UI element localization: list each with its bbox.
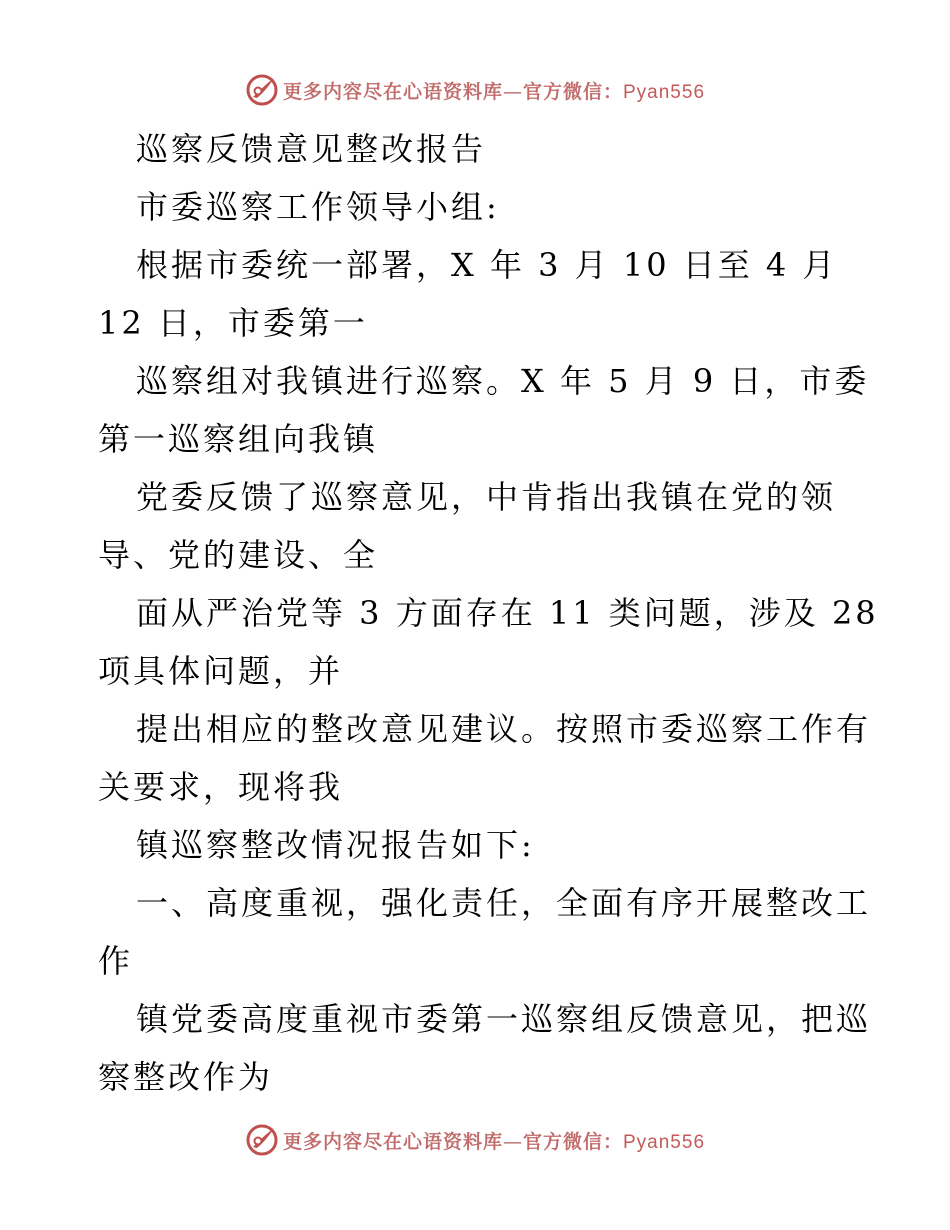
document-line: 面从严治党等 3 方面存在 11 类问题，涉及 28 [136, 594, 879, 632]
document-line: 项具体问题，并 [98, 652, 344, 690]
footer-banner-main: 更多内容尽在心语资料库 [282, 1130, 503, 1153]
footer-banner-wechat-id: Pyan556 [623, 1131, 706, 1153]
document-line: 镇党委高度重视市委第一巡察组反馈意见，把巡 [136, 1000, 872, 1038]
document-line: 作 [98, 942, 134, 980]
footer-banner-wechat-label: 官方微信： [522, 1130, 623, 1153]
header-banner-text [283, 77, 705, 104]
document-line: 党委反馈了巡察意见，中肯指出我镇在党的领 [136, 478, 837, 516]
quill-logo-icon [245, 1123, 279, 1157]
footer-banner-separator: — [502, 1130, 523, 1153]
document-line: 巡察组对我镇进行巡察。X 年 5 月 9 日，市委 [136, 362, 870, 400]
document-line: 根据市委统一部署，X 年 3 月 10 日至 4 月 [136, 246, 838, 284]
document-line: 提出相应的整改意见建议。按照市委巡察工作有 [136, 710, 872, 748]
document-body [98, 120, 879, 1106]
header-banner [0, 70, 950, 110]
document-line: 市委巡察工作领导小组: [136, 188, 500, 226]
header-banner-wechat-id: Pyan556 [623, 81, 706, 103]
document-line: 第一巡察组向我镇 [98, 420, 379, 458]
header-banner-wechat-label: 官方微信： [522, 80, 623, 103]
header-banner-main: 更多内容尽在心语资料库 [282, 80, 503, 103]
footer-banner-text [283, 1127, 705, 1154]
document-line: 导、党的建设、全 [98, 536, 379, 574]
quill-logo-icon [245, 73, 279, 107]
document-line: 一、高度重视，强化责任，全面有序开展整改工 [136, 884, 872, 922]
document-line: 察整改作为 [98, 1058, 274, 1096]
document-line: 巡察反馈意见整改报告 [136, 130, 487, 168]
header-banner-separator: — [502, 80, 523, 103]
footer-banner [0, 1120, 950, 1160]
document-line: 镇巡察整改情况报告如下: [136, 826, 535, 864]
document-line: 关要求，现将我 [98, 768, 344, 806]
document-line: 12 日，市委第一 [98, 304, 368, 342]
